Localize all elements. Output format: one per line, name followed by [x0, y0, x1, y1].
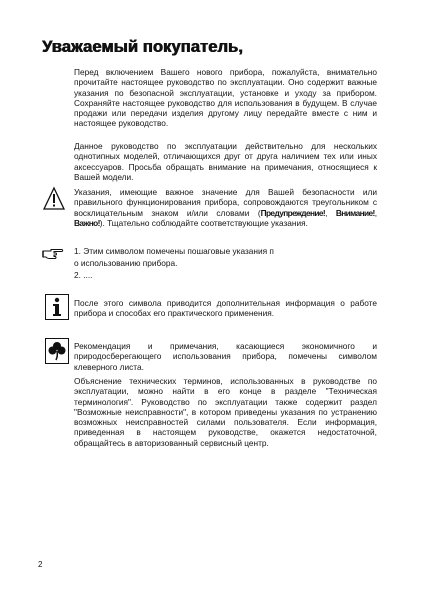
warning-word-3: Важно!	[74, 217, 100, 228]
warning-triangle-icon	[42, 186, 66, 212]
page-number: 2	[38, 560, 43, 569]
page-title: Уважаемый покупатель,	[42, 38, 243, 56]
pointing-hand-icon	[42, 247, 64, 261]
eco-paragraph: Рекомендация и примечания, касающиеся экономичного и природосберегающего использования прибора, помечены символом клеверного листа.	[74, 341, 377, 372]
intro-paragraph: Перед включением Вашего нового прибора, пожалуйста, внимательно прочитайте настоящее руководство по эксплуатации. Оно содержит важные указания по безопасной эксплуатации, установке и уходу за прибором. Сохраняйте настоящее руководство для использования в будущем. В случае продажи или передачи изделия другому лицу передайте вместе с ним и настоящее руководство.	[74, 67, 377, 129]
info-icon	[45, 294, 69, 320]
warning-text-before: Указания, имеющие важное значение для Вашей безопасности или правильного функционирования прибора, сопровождаются треугольником с восклицательным знаком и/или словами (	[74, 187, 377, 218]
clover-leaf-icon	[45, 338, 69, 364]
warning-sep-1: ,	[325, 207, 336, 218]
models-note-paragraph: Данное руководство по эксплуатации действительно для нескольких однотипных моделей, отличающихся друг от друга наличием тех или иных аксессуаров. Просьба обращать внимание на примечания, относящиеся к Вашей модели.	[74, 141, 377, 182]
warning-word-2: Внимание!	[335, 207, 375, 218]
step-line-2: о использованию прибора.	[74, 258, 178, 268]
warning-paragraph	[74, 187, 377, 228]
warning-word-1: Предупреждение!	[260, 207, 326, 218]
step-line-1: 1. Этим символом помечены пошаговые указания п	[74, 246, 274, 256]
warning-text-after: ). Тщательно соблюдайте соответствующие указания.	[99, 217, 308, 228]
step-line-3: 2. ....	[74, 270, 93, 280]
info-paragraph: После этого символа приводится дополнительная информация о работе прибора и способах его практического применения.	[74, 298, 377, 319]
terms-note-paragraph: Объяснение технических терминов, использованных в руководстве по эксплуатации, можно найти в его конце в разделе "Техническая терминология". Руководство по эксплуатации также содержит раздел "Возможные неисправности", в котором приведены указания по устранению возможных неисправностей силами пользователя. Если информация, приведенная в настоящем руководстве, окажется недостаточной, обращайтесь в авторизованный сервисный центр.	[74, 376, 377, 448]
warning-sep-2: ,	[374, 207, 377, 218]
